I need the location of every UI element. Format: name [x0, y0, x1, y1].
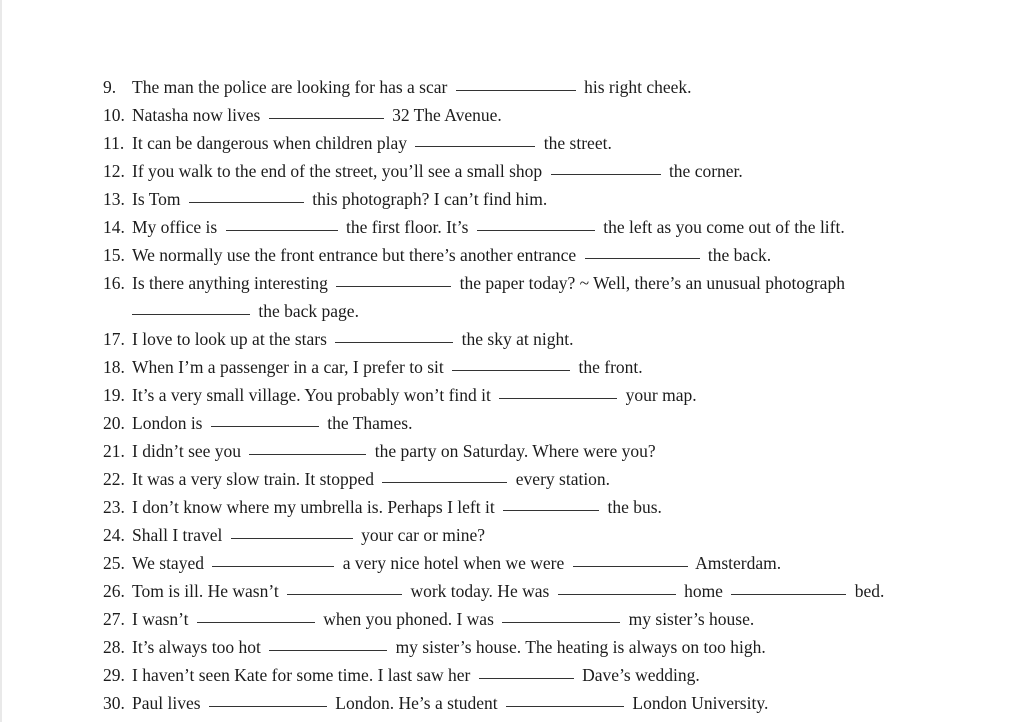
item-text: the paper today? ~ Well, there’s an unusual photograph	[459, 273, 845, 293]
item-text: a very nice hotel when we were	[342, 553, 565, 573]
item-number: 26.	[103, 581, 125, 601]
answer-blank[interactable]	[226, 212, 338, 231]
item-number: 17.	[103, 329, 125, 349]
item-text: When I’m a passenger in a car, I prefer to sit	[132, 357, 444, 377]
item-text: every station.	[515, 469, 611, 489]
item-number: 28.	[103, 637, 125, 657]
answer-blank[interactable]	[209, 688, 327, 707]
answer-blank[interactable]	[452, 352, 570, 371]
exercise-item	[103, 156, 964, 184]
item-text: The man the police are looking for has a scar	[132, 77, 448, 97]
answer-blank[interactable]	[551, 156, 661, 175]
item-text: the party on Saturday. Where were you?	[374, 441, 656, 461]
item-number: 23.	[103, 497, 125, 517]
exercise-item	[103, 660, 964, 688]
page-edge	[0, 0, 2, 722]
item-number: 22.	[103, 469, 125, 489]
exercise-item	[103, 604, 964, 632]
item-number: 16.	[103, 273, 125, 293]
exercise-item	[103, 352, 964, 380]
item-text: Natasha now lives	[132, 105, 261, 125]
item-text: the sky at night.	[461, 329, 574, 349]
item-text: I love to look up at the stars	[132, 329, 327, 349]
exercise-item	[103, 436, 964, 464]
answer-blank[interactable]	[506, 688, 624, 707]
answer-blank[interactable]	[189, 184, 304, 203]
exercise-item	[103, 632, 964, 660]
exercise-item	[103, 688, 964, 716]
exercise-item	[103, 548, 964, 576]
exercise-item	[103, 128, 964, 156]
item-text: the Thames.	[327, 413, 413, 433]
item-text: I wasn’t	[132, 609, 189, 629]
item-text: It’s always too hot	[132, 637, 261, 657]
answer-blank[interactable]	[197, 604, 315, 623]
item-text: home	[684, 581, 723, 601]
item-text: London University.	[632, 693, 769, 713]
item-number: 21.	[103, 441, 125, 461]
item-text: your car or mine?	[361, 525, 486, 545]
item-text: his right cheek.	[584, 77, 692, 97]
answer-blank[interactable]	[731, 576, 846, 595]
item-number: 25.	[103, 553, 125, 573]
item-text: We stayed	[132, 553, 204, 573]
exercise-item	[103, 464, 964, 492]
item-number: 27.	[103, 609, 125, 629]
answer-blank[interactable]	[335, 324, 453, 343]
answer-blank[interactable]	[503, 492, 599, 511]
exercise-item	[103, 520, 964, 548]
answer-blank[interactable]	[132, 296, 250, 315]
answer-blank[interactable]	[269, 632, 387, 651]
exercise-list	[103, 72, 964, 716]
item-text: work today. He was	[410, 581, 550, 601]
answer-blank[interactable]	[212, 548, 334, 567]
exercise-item	[103, 240, 964, 268]
exercise-item	[103, 212, 964, 240]
answer-blank[interactable]	[415, 128, 535, 147]
exercise-item	[103, 408, 964, 436]
item-text: I didn’t see you	[132, 441, 242, 461]
item-text: your map.	[625, 385, 697, 405]
answer-blank[interactable]	[479, 660, 574, 679]
item-text: my sister’s house.	[628, 609, 755, 629]
item-text: 32 The Avenue.	[392, 105, 502, 125]
item-number: 30.	[103, 693, 125, 713]
exercise-item	[103, 380, 964, 408]
item-text: I don’t know where my umbrella is. Perhaps I left it	[132, 497, 495, 517]
item-text: It was a very slow train. It stopped	[132, 469, 375, 489]
exercise-item	[103, 492, 964, 520]
item-number: 13.	[103, 189, 125, 209]
answer-blank[interactable]	[287, 576, 402, 595]
item-text: If you walk to the end of the street, you’ll see a small shop	[132, 161, 543, 181]
exercise-item	[103, 268, 964, 296]
item-number: 9.	[103, 77, 117, 97]
answer-blank[interactable]	[502, 604, 620, 623]
item-number: 11.	[103, 133, 125, 153]
exercise-item	[103, 184, 964, 212]
answer-blank[interactable]	[456, 72, 576, 91]
item-text: Tom is ill. He wasn’t	[132, 581, 279, 601]
item-text: the back page.	[258, 301, 359, 321]
item-number: 18.	[103, 357, 125, 377]
item-text: It can be dangerous when children play	[132, 133, 408, 153]
item-text: the front.	[578, 357, 643, 377]
item-number: 10.	[103, 105, 125, 125]
item-text: my sister’s house. The heating is always on too high.	[395, 637, 766, 657]
item-text: Amsterdam.	[695, 553, 782, 573]
item-text: It’s a very small village. You probably won’t find it	[132, 385, 491, 405]
answer-blank[interactable]	[336, 268, 451, 287]
item-text: Is there anything interesting	[132, 273, 328, 293]
item-text: this photograph? I can’t find him.	[312, 189, 548, 209]
item-text: London is	[132, 413, 203, 433]
item-text: the corner.	[668, 161, 743, 181]
item-text: the back.	[707, 245, 772, 265]
answer-blank[interactable]	[382, 464, 507, 483]
item-text: the bus.	[607, 497, 662, 517]
answer-blank[interactable]	[231, 520, 353, 539]
exercise-item	[103, 324, 964, 352]
item-text: Dave’s wedding.	[582, 665, 700, 685]
answer-blank[interactable]	[249, 436, 366, 455]
item-text: when you phoned. I was	[323, 609, 494, 629]
item-text: the first floor. It’s	[345, 217, 469, 237]
exercise-item	[103, 100, 964, 128]
exercise-item	[103, 576, 964, 604]
item-text: the left as you come out of the lift.	[603, 217, 845, 237]
answer-blank[interactable]	[211, 408, 319, 427]
item-number: 19.	[103, 385, 125, 405]
item-number: 29.	[103, 665, 125, 685]
item-text: London. He’s a student	[335, 693, 498, 713]
answer-blank[interactable]	[269, 100, 384, 119]
answer-blank[interactable]	[573, 548, 688, 567]
item-text: bed.	[854, 581, 885, 601]
item-number: 14.	[103, 217, 125, 237]
exercise-item-continuation	[103, 296, 964, 324]
item-text: We normally use the front entrance but there’s another entrance	[132, 245, 577, 265]
answer-blank[interactable]	[477, 212, 595, 231]
exercise-item	[103, 72, 964, 100]
answer-blank[interactable]	[585, 240, 700, 259]
item-text: Is Tom	[132, 189, 181, 209]
item-text: the street.	[543, 133, 612, 153]
item-number: 15.	[103, 245, 125, 265]
item-text: My office is	[132, 217, 218, 237]
item-number: 20.	[103, 413, 125, 433]
item-text: Paul lives	[132, 693, 201, 713]
item-text: Shall I travel	[132, 525, 223, 545]
item-number: 12.	[103, 161, 125, 181]
answer-blank[interactable]	[558, 576, 676, 595]
item-number: 24.	[103, 525, 125, 545]
answer-blank[interactable]	[499, 380, 617, 399]
item-text: I haven’t seen Kate for some time. I last saw her	[132, 665, 471, 685]
